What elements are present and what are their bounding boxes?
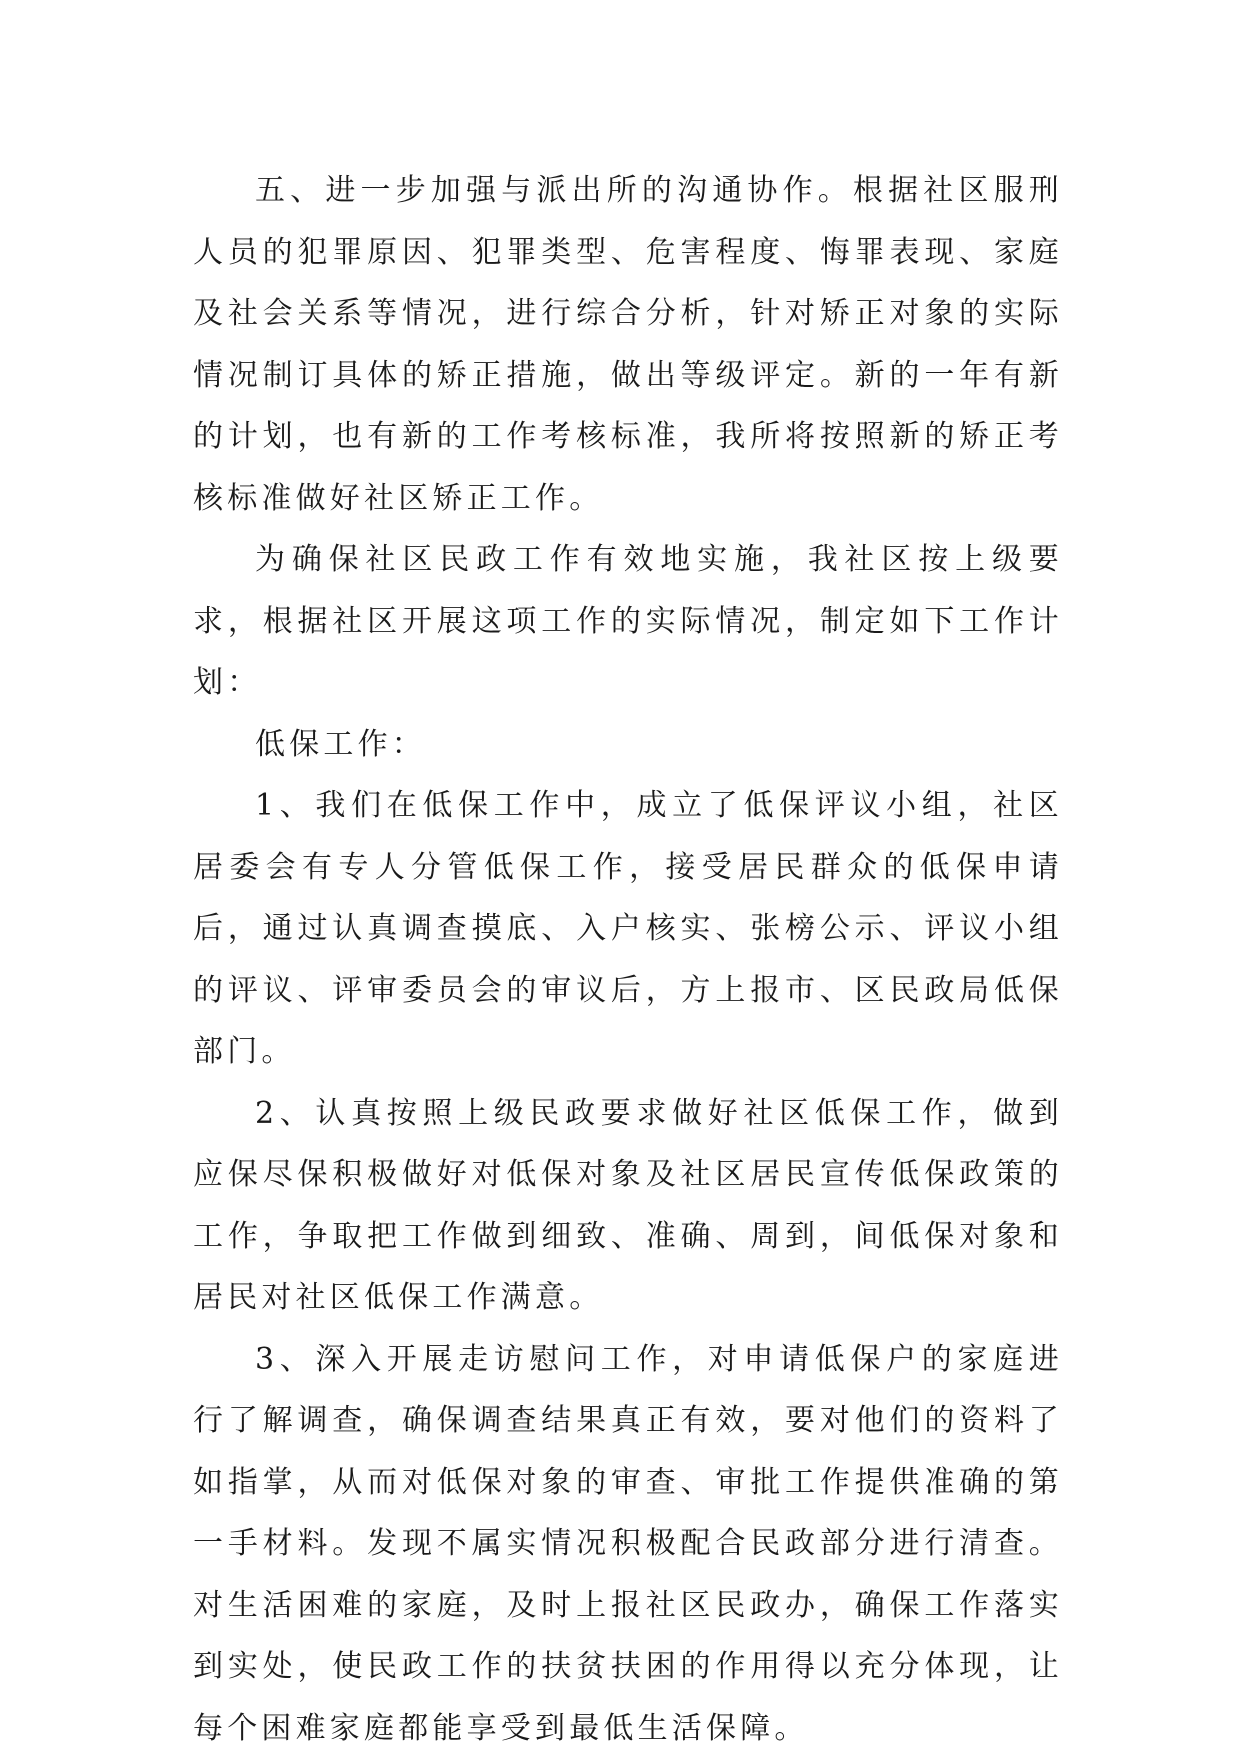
paragraph-item-1: 1、我们在低保工作中，成立了低保评议小组，社区居委会有专人分管低保工作，接受居民群众的低保申请后，通过认真调查摸底、入户核实、张榜公示、评议小组的评议、评审委员会的审议后，方上报市、区民政局低保部门。 xyxy=(193,775,1063,1083)
paragraph-item-3: 3、深入开展走访慰问工作，对申请低保户的家庭进行了解调查，确保调查结果真正有效，要对他们的资料了如指掌，从而对低保对象的审查、审批工作提供准确的第一手材料。发现不属实情况积极配合民政部分进行清查。对生活困难的家庭，及时上报社区民政办，确保工作落实到实处，使民政工作的扶贫扶困的作用得以充分体现，让每个困难家庭都能享受到最低生活保障。 xyxy=(193,1329,1063,1759)
section-heading-low-income: 低保工作： xyxy=(193,714,1063,776)
paragraph-item-2: 2、认真按照上级民政要求做好社区低保工作，做到应保尽保积极做好对低保对象及社区居民宣传低保政策的工作，争取把工作做到细致、准确、周到，间低保对象和居民对社区低保工作满意。 xyxy=(193,1083,1063,1329)
paragraph-civil-affairs-intro: 为确保社区民政工作有效地实施，我社区按上级要求，根据社区开展这项工作的实际情况，制定如下工作计划： xyxy=(193,529,1063,714)
document-body xyxy=(193,160,1063,1759)
paragraph-police-cooperation: 五、进一步加强与派出所的沟通协作。根据社区服刑人员的犯罪原因、犯罪类型、危害程度、悔罪表现、家庭及社会关系等情况，进行综合分析，针对矫正对象的实际情况制订具体的矫正措施，做出等级评定。新的一年有新的计划，也有新的工作考核标准，我所将按照新的矫正考核标准做好社区矫正工作。 xyxy=(193,160,1063,529)
